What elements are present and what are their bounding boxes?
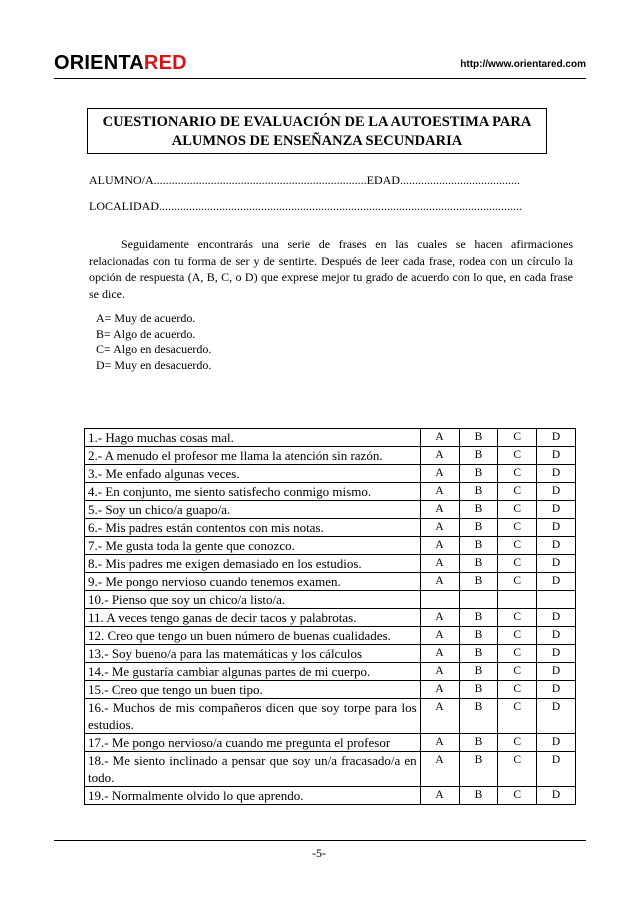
question-row <box>85 555 576 573</box>
answer-option[interactable] <box>498 591 537 609</box>
question-text: 18.- Me siento inclinado a pensar que soy un/a fracasado/a en todo. <box>85 752 421 787</box>
answer-option[interactable]: A <box>420 429 459 447</box>
question-row <box>85 501 576 519</box>
question-row <box>85 734 576 752</box>
question-text: 5.- Soy un chico/a guapo/a. <box>85 501 421 519</box>
answer-legend <box>96 311 211 373</box>
answer-option[interactable]: C <box>498 699 537 734</box>
answer-option[interactable]: A <box>420 483 459 501</box>
legend-item: A= Muy de acuerdo. <box>96 311 196 325</box>
answer-option[interactable]: D <box>537 537 576 555</box>
answer-option[interactable]: B <box>459 537 498 555</box>
answer-option[interactable]: D <box>537 483 576 501</box>
question-row <box>85 447 576 465</box>
answer-option[interactable]: A <box>420 787 459 805</box>
question-text: 8.- Mis padres me exigen demasiado en los estudios. <box>85 555 421 573</box>
brand-logo-part1: ORIENTA <box>54 52 144 74</box>
answer-option[interactable] <box>420 591 459 609</box>
question-row <box>85 429 576 447</box>
question-row <box>85 483 576 501</box>
answer-option[interactable]: C <box>498 465 537 483</box>
instructions-paragraph: Seguidamente encontrarás una serie de frases en las cuales se hacen afirmaciones relacionadas con tu forma de ser y de sentirte. Después de leer cada frase, rodea con un círculo la opción de respuesta (A, B, C, o D) que exprese mejor tu grado de acuerdo con lo que, en cada frase se dice. <box>89 237 573 301</box>
answer-option[interactable]: D <box>537 752 576 787</box>
question-text: 19.- Normalmente olvido lo que aprendo. <box>85 787 421 805</box>
title-line-1: CUESTIONARIO DE EVALUACIÓN DE LA AUTOESTIMA PARA <box>102 114 532 130</box>
answer-option[interactable]: C <box>498 573 537 591</box>
questionnaire-title <box>87 108 547 154</box>
answer-option[interactable]: A <box>420 465 459 483</box>
question-text: 13.- Soy bueno/a para las matemáticas y los cálculos <box>85 645 421 663</box>
page-header <box>54 52 586 78</box>
legend-item: D= Muy en desacuerdo. <box>96 357 212 372</box>
question-text: 11. A veces tengo ganas de decir tacos y palabrotas. <box>85 609 421 627</box>
answer-option[interactable]: A <box>420 447 459 465</box>
answer-option[interactable]: A <box>420 609 459 627</box>
answer-option[interactable]: D <box>537 734 576 752</box>
question-text: 6.- Mis padres están contentos con mis notas. <box>85 519 421 537</box>
answer-option[interactable]: B <box>459 573 498 591</box>
answer-option[interactable]: A <box>420 627 459 645</box>
question-row <box>85 627 576 645</box>
answer-option[interactable]: D <box>537 429 576 447</box>
answer-option[interactable]: B <box>459 609 498 627</box>
question-row <box>85 609 576 627</box>
brand-logo <box>54 52 187 75</box>
answer-option[interactable]: C <box>498 483 537 501</box>
question-text: 9.- Me pongo nervioso cuando tenemos examen. <box>85 573 421 591</box>
answer-option[interactable]: B <box>459 555 498 573</box>
questions-table <box>84 428 576 805</box>
answer-option[interactable]: C <box>498 663 537 681</box>
answer-option[interactable]: C <box>498 681 537 699</box>
answer-option[interactable]: D <box>537 465 576 483</box>
locality-field: LOCALIDAD......................................................................................................................... <box>89 199 522 213</box>
question-row <box>85 591 576 609</box>
answer-option[interactable]: D <box>537 681 576 699</box>
answer-option[interactable]: C <box>498 501 537 519</box>
answer-option[interactable]: C <box>498 537 537 555</box>
answer-option[interactable]: C <box>498 555 537 573</box>
answer-option[interactable]: B <box>459 465 498 483</box>
answer-option[interactable]: B <box>459 483 498 501</box>
question-row <box>85 519 576 537</box>
answer-option[interactable]: A <box>420 645 459 663</box>
question-row <box>85 573 576 591</box>
answer-option[interactable]: B <box>459 627 498 645</box>
question-row <box>85 537 576 555</box>
question-row <box>85 681 576 699</box>
footer-divider <box>54 840 586 841</box>
answer-option[interactable]: B <box>459 501 498 519</box>
question-row <box>85 663 576 681</box>
answer-option[interactable]: C <box>498 447 537 465</box>
answer-option[interactable]: B <box>459 447 498 465</box>
answer-option[interactable]: B <box>459 681 498 699</box>
answer-option[interactable]: C <box>498 734 537 752</box>
answer-option[interactable]: A <box>420 519 459 537</box>
question-row <box>85 787 576 805</box>
answer-option[interactable]: B <box>459 699 498 734</box>
question-text: 4.- En conjunto, me siento satisfecho conmigo mismo. <box>85 483 421 501</box>
answer-option[interactable]: B <box>459 752 498 787</box>
question-row <box>85 645 576 663</box>
answer-option[interactable]: D <box>537 555 576 573</box>
questions-table-body <box>85 429 576 805</box>
legend-item: B= Algo de acuerdo. <box>96 326 196 341</box>
question-row <box>85 699 576 734</box>
answer-option[interactable]: D <box>537 519 576 537</box>
answer-option[interactable] <box>537 591 576 609</box>
answer-option[interactable]: B <box>459 734 498 752</box>
answer-option[interactable]: A <box>420 573 459 591</box>
page-number: -5- <box>312 846 326 860</box>
answer-option[interactable]: B <box>459 787 498 805</box>
answer-option[interactable]: B <box>459 519 498 537</box>
question-text: 17.- Me pongo nervioso/a cuando me pregunta el profesor <box>85 734 421 752</box>
question-text: 3.- Me enfado algunas veces. <box>85 465 421 483</box>
question-text: 14.- Me gustaría cambiar algunas partes de mi cuerpo. <box>85 663 421 681</box>
header-divider <box>54 78 586 79</box>
answer-option[interactable]: B <box>459 663 498 681</box>
answer-option[interactable]: A <box>420 681 459 699</box>
question-text: 16.- Muchos de mis compañeros dicen que soy torpe para los estudios. <box>85 699 421 734</box>
answer-option[interactable] <box>459 591 498 609</box>
answer-option[interactable]: D <box>537 501 576 519</box>
title-line-2: ALUMNOS DE ENSEÑANZA SECUNDARIA <box>171 133 463 149</box>
site-url: http://www.orientared.com <box>460 59 586 70</box>
question-text: 10.- Pienso que soy un chico/a listo/a. <box>85 591 421 609</box>
answer-option[interactable]: D <box>537 627 576 645</box>
answer-option[interactable]: D <box>537 573 576 591</box>
answer-option[interactable]: D <box>537 609 576 627</box>
answer-option[interactable]: A <box>420 752 459 787</box>
question-text: 12. Creo que tengo un buen número de buenas cualidades. <box>85 627 421 645</box>
answer-option[interactable]: C <box>498 627 537 645</box>
question-text: 15.- Creo que tengo un buen tipo. <box>85 681 421 699</box>
answer-option[interactable]: D <box>537 699 576 734</box>
answer-option[interactable]: C <box>498 609 537 627</box>
answer-option[interactable]: C <box>498 752 537 787</box>
question-text: 1.- Hago muchas cosas mal. <box>85 429 421 447</box>
answer-option[interactable]: A <box>420 699 459 734</box>
answer-option[interactable]: C <box>498 787 537 805</box>
student-age-field: ALUMNO/A.......................................................................EDAD........................................ <box>89 173 520 187</box>
answer-option[interactable]: B <box>459 645 498 663</box>
question-text: 2.- A menudo el profesor me llama la atención sin razón. <box>85 447 421 465</box>
answer-option[interactable]: A <box>420 734 459 752</box>
answer-option[interactable]: D <box>537 645 576 663</box>
question-text: 7.- Me gusta toda la gente que conozco. <box>85 537 421 555</box>
answer-option[interactable]: C <box>498 429 537 447</box>
brand-logo-part2: RED <box>143 52 187 74</box>
answer-option[interactable]: A <box>420 663 459 681</box>
question-row <box>85 465 576 483</box>
answer-option[interactable]: D <box>537 447 576 465</box>
answer-option[interactable]: B <box>459 429 498 447</box>
legend-item: C= Algo en desacuerdo. <box>96 342 212 356</box>
answer-option[interactable]: A <box>420 555 459 573</box>
answer-option[interactable]: D <box>537 787 576 805</box>
question-row <box>85 752 576 787</box>
answer-option[interactable]: A <box>420 537 459 555</box>
answer-option[interactable]: C <box>498 645 537 663</box>
answer-option[interactable]: C <box>498 519 537 537</box>
answer-option[interactable]: D <box>537 663 576 681</box>
answer-option[interactable]: A <box>420 501 459 519</box>
